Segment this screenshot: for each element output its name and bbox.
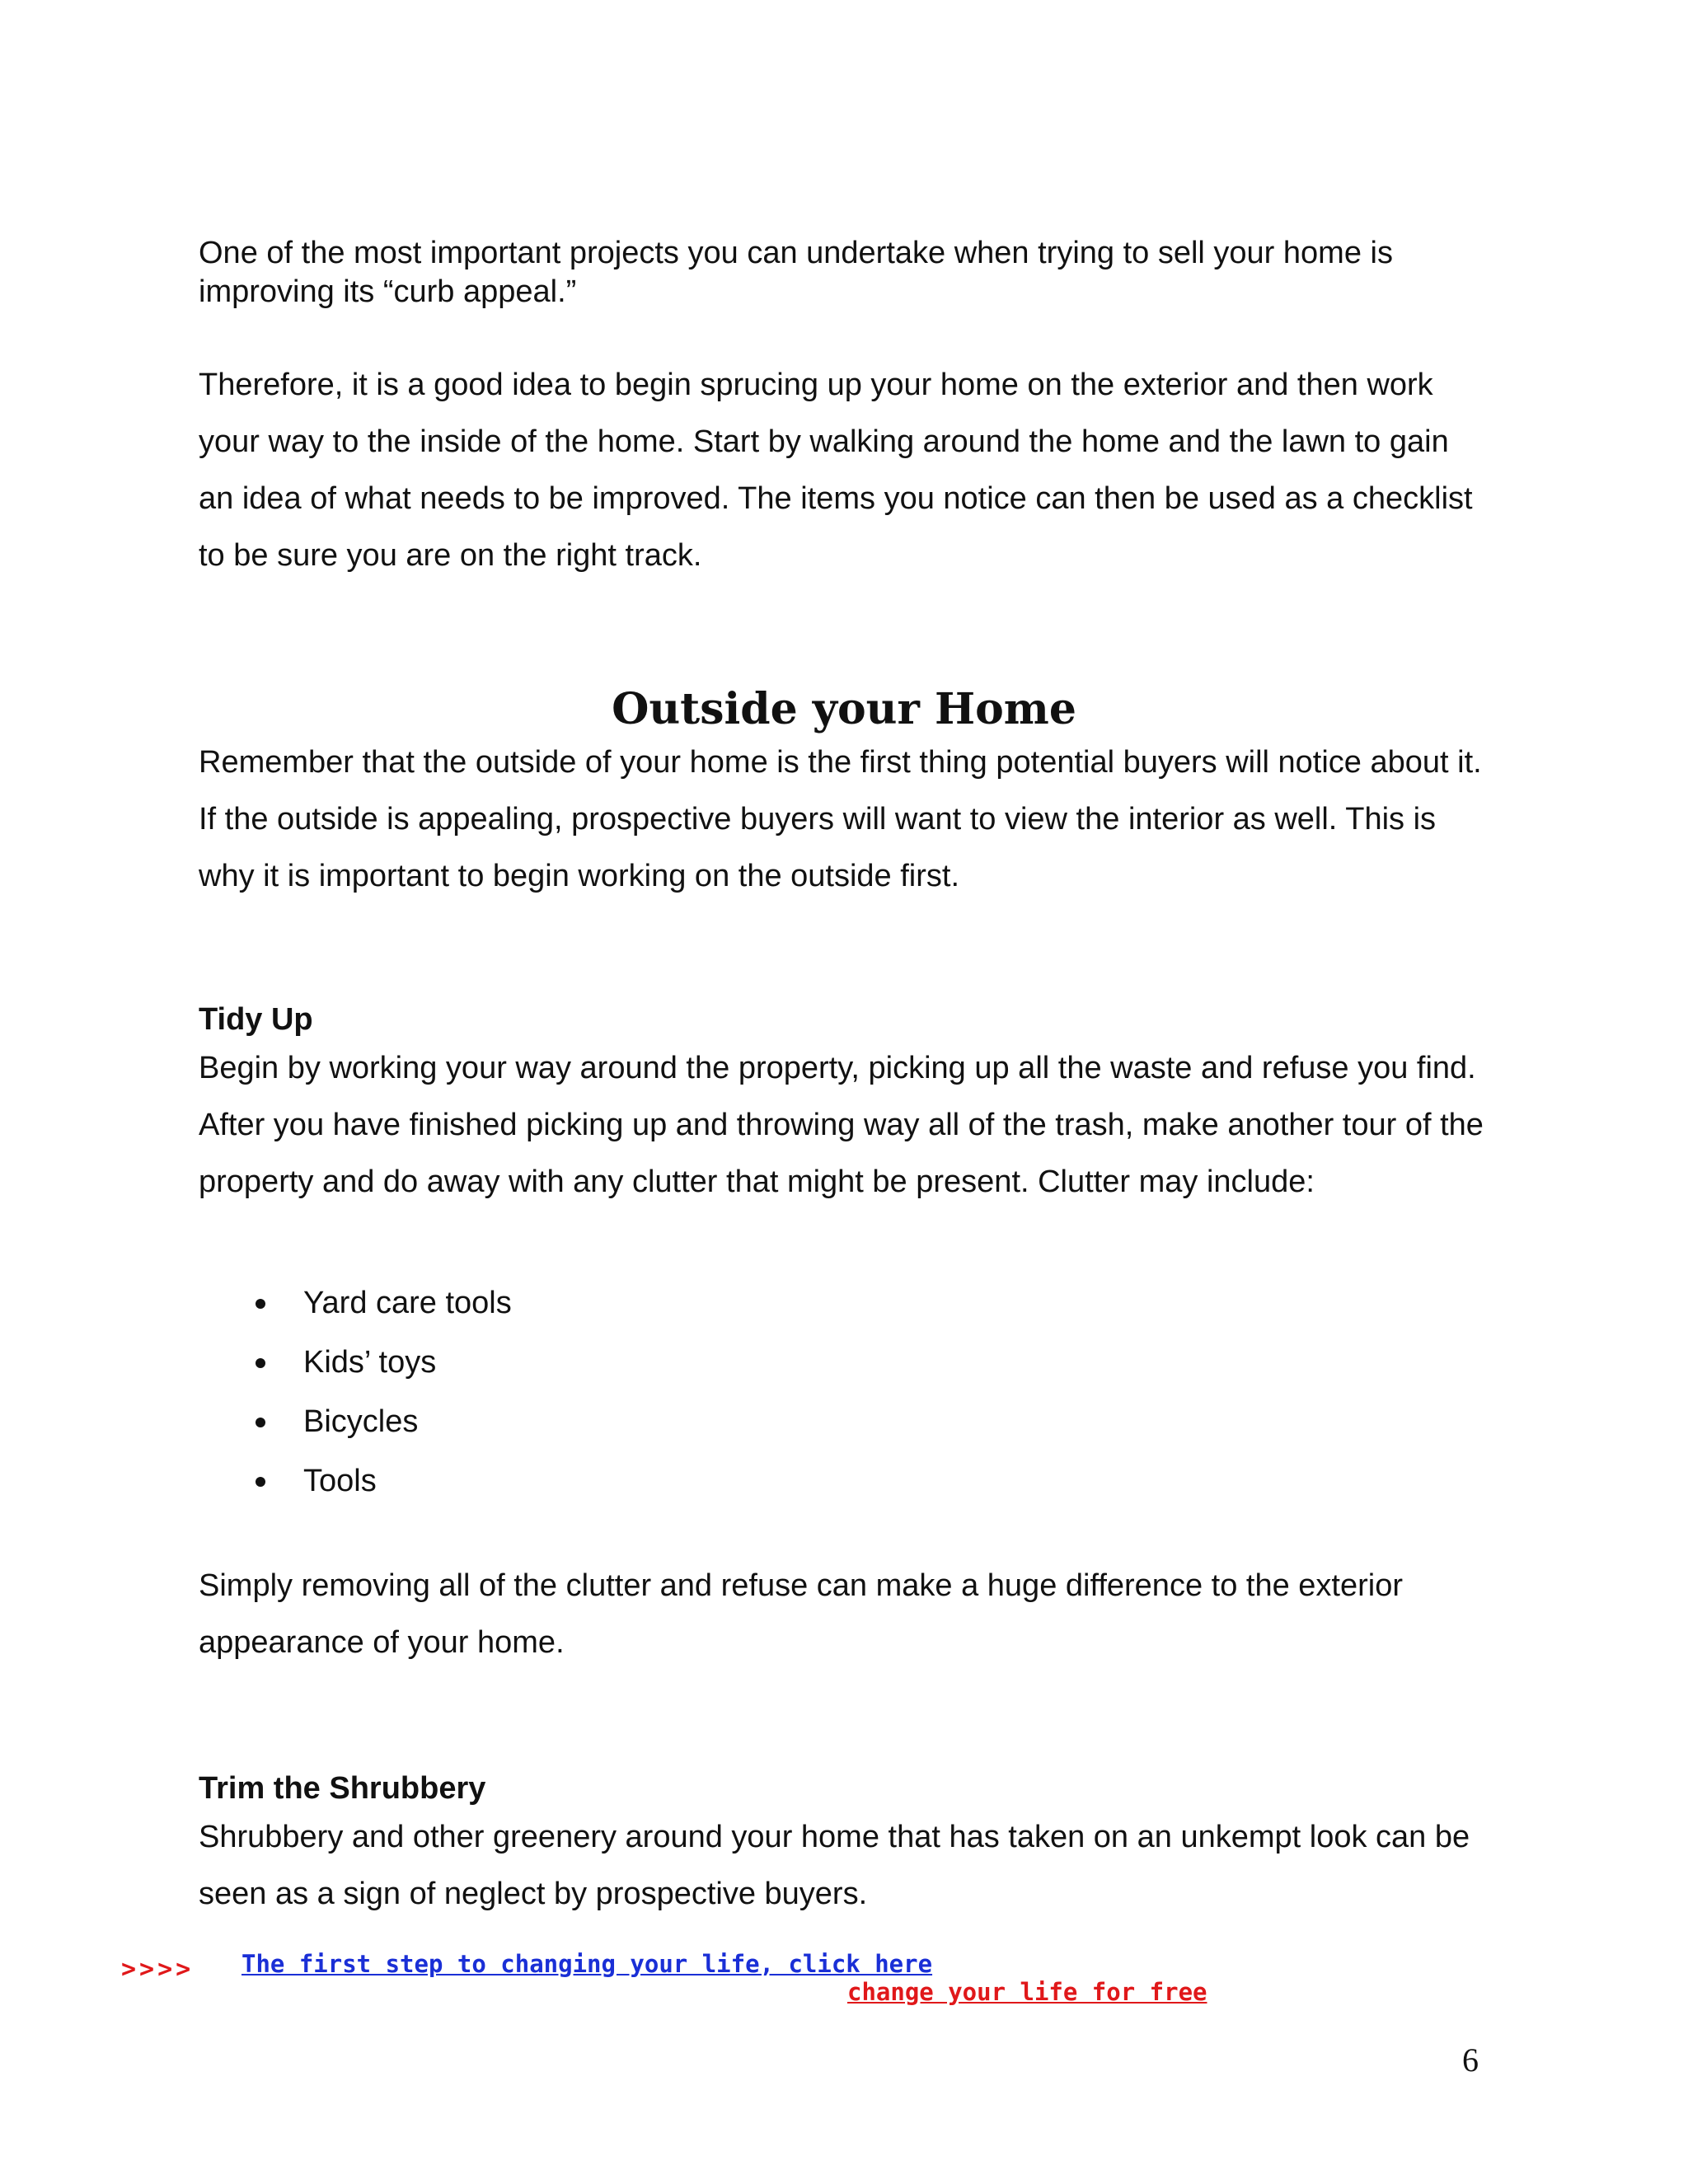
subheading-trim-shrubbery: Trim the Shrubbery	[199, 1771, 486, 1806]
list-item-label: Yard care tools	[303, 1286, 512, 1320]
section-heading-outside: Outside your Home	[612, 684, 1076, 734]
tidy-up-closing-paragraph: Simply removing all of the clutter and refuse can make a huge difference to the exterior appearance of your home.	[199, 1568, 1403, 1660]
list-item	[199, 1273, 1353, 1333]
intro-paragraph-2: Therefore, it is a good idea to begin sprucing up your home on the exterior and then work your way to the inside of the home. Start by walking around the home and the lawn to gain an idea of what needs to be improved. The items you notice can then be used as a checklist to be sure you are on the right track.	[199, 368, 1473, 573]
outside-paragraph: Remember that the outside of your home is the first thing potential buyers will notice about it. If the outside is appealing, prospective buyers will want to view the interior as well. This is why it is important to begin working on the outside first.	[199, 745, 1482, 893]
list-item	[199, 1333, 1353, 1392]
list-item-label: Bicycles	[303, 1404, 419, 1439]
bullet-icon	[256, 1418, 265, 1427]
first-step-link[interactable]: The first step to changing your life, click here	[241, 1950, 933, 1978]
list-item-label: Tools	[303, 1464, 377, 1498]
tidy-up-paragraph: Begin by working your way around the property, picking up all the waste and refuse you find. After you have finished picking up and throwing way all of the trash, make another tour of the property and do away with any clutter that might be present. Clutter may include:	[199, 1051, 1484, 1199]
arrows-marker: >>>>	[121, 1955, 195, 1984]
intro-paragraph-1: One of the most important projects you can undertake when trying to sell your home is improving its “curb appeal.”	[199, 236, 1393, 309]
list-item-label: Kids’ toys	[303, 1345, 437, 1380]
bullet-icon	[256, 1299, 265, 1309]
bullet-icon	[256, 1358, 265, 1368]
clutter-list	[199, 1273, 1353, 1511]
free-life-link[interactable]: change your life for free	[847, 1978, 1207, 2006]
subheading-tidy-up: Tidy Up	[199, 1002, 313, 1037]
bullet-icon	[256, 1477, 265, 1487]
list-item	[199, 1392, 1353, 1451]
trim-paragraph: Shrubbery and other greenery around your home that has taken on an unkempt look can be seen as a sign of neglect by prospective buyers.	[199, 1820, 1470, 1911]
page-number: 6	[1462, 2041, 1479, 2079]
list-item	[199, 1451, 1353, 1511]
